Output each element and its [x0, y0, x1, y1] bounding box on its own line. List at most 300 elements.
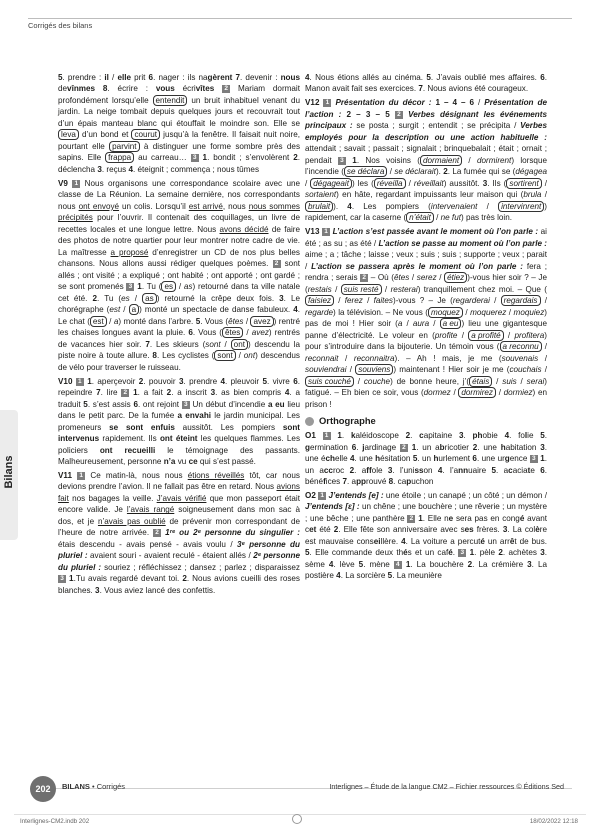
text-run: 4 [350, 454, 355, 464]
text-run: vu [175, 456, 189, 466]
exercise-number: 1 [77, 472, 85, 480]
text-run: 3ᵉ personne du pluriel : [58, 539, 300, 561]
text-run: un bruit inhabituel venant du jardin. La neige tombait depuis quelques jours et recouvrait tout d’un épais manteau blanc qui étouffait le moindre son. Elle se [58, 95, 300, 128]
boxed-answer: n’était [406, 212, 434, 223]
text-run: V13 [305, 227, 320, 237]
text-run [316, 431, 323, 440]
text-run: avions fait [58, 482, 300, 503]
text-run: / [106, 316, 114, 326]
text-run: . reçus [101, 164, 129, 174]
text-run: b [439, 442, 445, 452]
text-run: ésitation [380, 454, 413, 464]
slug-date: 18/02/2022 12:18 [529, 818, 578, 825]
text-run: prit [131, 73, 149, 82]
text-run: 3 [458, 431, 464, 441]
text-run: 3 [210, 388, 216, 398]
text-run: reconnait [305, 353, 339, 363]
text-run: . Les pompiers ( [351, 201, 431, 211]
text-run: couchais [509, 365, 542, 375]
exercise-number: 1 [323, 99, 331, 107]
text-run: é [480, 536, 485, 546]
text-run: l [524, 431, 528, 441]
text-run: 3 [387, 465, 393, 475]
text-run: 2 [443, 167, 448, 177]
text-run: brula [523, 190, 542, 200]
text-run: 1 [540, 454, 545, 464]
text-run: Présentation du décor : [335, 98, 432, 108]
text-run: ) tranquillement chez moi. – Que ( [417, 284, 547, 294]
footer-section: BILANS • Corrigés [62, 782, 126, 791]
boxed-answer: sont [214, 350, 235, 361]
text-run: d’enregistrer un CD de nos plus belles chansons. Nous allons aussi rédiger quelques poèmes. [58, 247, 300, 269]
text-run: ff [366, 465, 372, 475]
exercise-number: 2 [222, 85, 230, 93]
text-run: . lève [333, 559, 359, 569]
exercise-number: 3 [126, 283, 134, 291]
text-run: L’action s’est passée avant le moment où l’on parle : [332, 227, 539, 237]
text-run: . prendre [183, 376, 221, 386]
text-run: attendait ; savait ; passait ; signalait ; brinquebalait ; était ; ornait ; pendait [305, 144, 547, 165]
text-run: . Manon avait fait ses exercices. [305, 73, 547, 94]
text-run: . éteignit ; commença ; nous tûmes [133, 164, 260, 174]
text-run: 4 [336, 571, 341, 581]
text-run: / [338, 353, 354, 363]
boxed-answer: entendit [153, 95, 188, 106]
text-run: . un a [305, 454, 547, 475]
text-run: 2 [498, 548, 503, 558]
text-run: t de bus. [514, 536, 548, 546]
text-run: 4 [293, 305, 298, 315]
text-run: nous sommes précipités [58, 201, 300, 223]
text-run: 5 [83, 399, 88, 409]
text-run: . l’a [442, 465, 459, 475]
text-run: . vivre [267, 376, 294, 386]
text-run: avaient souri - avaient reculé - étaient allés / [87, 551, 254, 561]
text-run: ) pas très loin. [460, 213, 513, 223]
text-run: Ce matin-là, nous nous [85, 470, 188, 480]
text-run: / [496, 388, 504, 398]
text-run: 8 [388, 476, 394, 486]
exercise-number: 3 [458, 549, 466, 557]
text-run: souviendrai [305, 365, 347, 375]
text-run: / [429, 319, 440, 329]
text-run: / [433, 213, 441, 223]
text-run: L’action se passe au moment où l’on parle : [378, 238, 547, 248]
text-run: ) lieu une gigantesque panne d’électricité. Le voleur en ( [305, 319, 547, 340]
text-run: soigneusement dans mon sac à dos, et je [58, 505, 301, 526]
footer-credit: Interlignes – Étude de la langue CM2 – Fichier ressources © Éditions Sed [329, 782, 564, 791]
text-run: / [541, 342, 548, 352]
text-run: . Nous étions allés au cinéma. [309, 73, 427, 82]
text-run: / [457, 330, 469, 340]
text-run: sera pas en cong [453, 513, 520, 523]
text-run: . a inscrit [171, 388, 211, 398]
text-run: ricotier [444, 442, 473, 452]
paragraph [305, 226, 547, 410]
boxed-answer: as [142, 293, 157, 304]
text-run: e [448, 513, 454, 523]
text-run: . écrire : [107, 84, 156, 94]
text-run: . l’uni [392, 465, 415, 475]
text-run: sont allés ; ont visité ; a expliqué ; ont habité ; ont apporté ; ont gardé ; se sont promenés [58, 259, 300, 292]
text-run: – Où ( [368, 273, 394, 283]
text-run: ermination [309, 442, 352, 452]
text-run: ch [325, 454, 335, 464]
text-run: de [58, 84, 68, 94]
text-run: / [492, 376, 503, 386]
text-run: ferez [344, 296, 363, 306]
text-run: j [362, 442, 365, 452]
text-run: 6 [133, 399, 138, 409]
text-run: 1 [69, 574, 74, 584]
boxed-answer: frappa [105, 152, 134, 163]
text-run: O2 [305, 490, 316, 500]
text-run: . ont rejoint [137, 399, 182, 409]
text-run: moquiez [513, 307, 545, 317]
text-run: ) de bonne heure, j’( [390, 376, 470, 386]
text-run: 1 – 4 – 6 [435, 98, 475, 108]
text-run: V10 [58, 376, 73, 386]
text-run: / [243, 316, 251, 326]
text-run: ) en prison ! [305, 388, 547, 409]
text-run: 6 [540, 73, 545, 82]
text-run: a [397, 319, 403, 329]
boxed-answer: leva [58, 129, 79, 140]
boxed-answer: a reconnu [500, 341, 542, 352]
boxed-answer: faisiez [305, 295, 334, 306]
text-run: / [436, 273, 445, 283]
text-run: . La meunière [392, 571, 442, 581]
text-run: un colis. Lorsqu’il [119, 201, 189, 211]
text-run: ) rapidement, car la caserne ( [305, 201, 547, 223]
text-run: / [541, 365, 548, 375]
text-run: a proposé [110, 247, 149, 257]
boxed-answer: intervinrent [498, 201, 544, 212]
text-run: 1 [202, 153, 208, 163]
text-run: . [341, 431, 351, 441]
text-run: c [419, 431, 424, 441]
text-run: ) fatigué. – Eh bien ce soir, vous ( [305, 376, 547, 398]
text-run: ). – Ah ! mais, je me ( [394, 353, 502, 363]
text-run: regarde [305, 307, 334, 317]
running-header: Corrigés des bilans [28, 21, 93, 30]
text-run: / [334, 296, 345, 306]
text-run: aura [412, 319, 430, 329]
text-run: ) retourné la crêpe deux fois. [156, 293, 280, 303]
text-run: 7 [145, 339, 150, 349]
exercise-number: 2 [407, 515, 415, 523]
text-run: ) monté un spectacle de danse fabuleux. [139, 305, 294, 315]
text-run: dégagea [515, 167, 548, 177]
text-run: 1 [469, 548, 475, 558]
text-run: 2 [467, 559, 473, 569]
text-run: écri [174, 84, 196, 94]
text-run: uaire [468, 465, 492, 475]
text-run: 6 [540, 465, 545, 475]
text-run: rouvé [366, 476, 389, 486]
boxed-answer: suis couché [305, 376, 354, 387]
boxed-answer: brulait [305, 201, 333, 212]
text-run: / [503, 330, 515, 340]
paragraph [58, 376, 300, 468]
text-run: llère. [380, 536, 402, 546]
text-run: on [423, 465, 438, 475]
exercise-number: 3 [191, 154, 199, 162]
text-run: dormirent [477, 155, 512, 165]
text-run: . ca [393, 476, 407, 486]
boxed-answer: a profité [468, 330, 503, 341]
text-run: / [462, 307, 471, 317]
text-run: . Nos voisins ( [356, 155, 420, 165]
text-run: . une ur [476, 454, 505, 464]
text-run: 4 [347, 201, 352, 211]
text-run: / [506, 307, 514, 317]
text-run: . Vous ( [192, 328, 223, 338]
text-run: qui s’est passé. [197, 456, 256, 466]
text-run: ne fut [440, 213, 461, 223]
text-run: . Elle fête son anniversaire avec s [338, 525, 465, 535]
text-run: . [410, 431, 420, 441]
text-run: . devenir : [240, 73, 281, 82]
text-run: J’entends [e] : [328, 490, 384, 500]
text-run: restais [307, 284, 332, 294]
text-run: . Elle n [422, 513, 449, 523]
boxed-answer: dormaient [420, 155, 462, 166]
text-run: . béné [305, 465, 547, 486]
text-run: . [463, 431, 473, 441]
text-run: 7 [342, 476, 348, 486]
text-run: . [544, 431, 548, 441]
text-run: 2ᵉ personne du pluriel : [58, 551, 300, 572]
text-run: suis [502, 376, 517, 386]
text-run: 2 – 3 – 5 [346, 109, 390, 119]
text-run: 2 [405, 431, 411, 441]
text-run: é [448, 548, 453, 558]
text-run: . La fumée qui se ( [447, 167, 516, 177]
text-run: . lire [100, 388, 122, 398]
boxed-answer: dégageait [310, 178, 352, 189]
text-run: avons décidé [219, 224, 269, 234]
text-run: ) rentré les chaises longues avant la pluie. [58, 316, 300, 338]
boxed-answer: étais [469, 376, 492, 387]
text-run: é [519, 513, 525, 523]
text-run: 6 [188, 328, 193, 338]
text-run: 6 [472, 454, 477, 464]
text-run: 6 [293, 376, 298, 386]
text-run: ) retourné dans ta ville natale cet été. [58, 282, 301, 303]
text-run: / [331, 284, 341, 294]
text-run: est [109, 305, 121, 315]
exercise-number: 3 [58, 575, 66, 583]
text-run: . Vous aviez lancé des confettis. [99, 585, 216, 595]
text-run: J’entends [ɛ] : [305, 502, 360, 512]
text-run: ). [333, 201, 348, 211]
text-run: f [323, 476, 326, 486]
text-run: . a [347, 476, 357, 486]
text-run: . prendre : [62, 73, 105, 82]
boxed-answer: regardais [501, 295, 541, 306]
text-run: . [452, 548, 459, 558]
text-run: O1 [305, 431, 316, 441]
right-column [305, 72, 547, 584]
text-run: g [305, 442, 310, 452]
text-run: / [353, 376, 364, 386]
text-run: . pèle [474, 548, 499, 558]
text-run: ) les ( [351, 178, 374, 188]
text-run: . Vous ( [200, 316, 229, 326]
footer-section-title: BILANS [62, 782, 90, 791]
text-run: couche [363, 376, 391, 386]
text-run: 2 [472, 442, 478, 452]
paragraph [305, 490, 547, 582]
registration-mark-icon [292, 814, 302, 824]
text-run: ) maintenant ! Hier soir je me ( [393, 365, 510, 375]
text-run: 1 [411, 442, 417, 452]
section-heading-orthographe [305, 415, 547, 427]
text-run: / [120, 305, 129, 315]
text-run: 1 [133, 388, 138, 398]
text-run: abitation [505, 442, 541, 452]
text-run: 5 [195, 316, 201, 326]
text-run: J’avais vérifié [156, 493, 207, 503]
text-run: le témoignage des passants. Malheureusement, personne [58, 445, 300, 466]
text-run: Verbes désignant les événements principaux : [305, 109, 547, 131]
text-run: 6 [148, 73, 154, 82]
text-run: 5 [540, 431, 545, 441]
text-run: / [405, 178, 414, 188]
text-run: L’action se passera après le moment où l’on parle : [311, 261, 523, 271]
text-run: / [474, 98, 485, 108]
text-run: avant c [305, 513, 548, 535]
text-run: t [527, 465, 531, 475]
text-run: . Elle commande deux th [309, 548, 404, 558]
text-run: le jardin municipal. Les promeneurs [58, 411, 300, 432]
text-run: 4 [437, 465, 443, 475]
text-run: . La sorcière [340, 571, 388, 581]
text-run: / [108, 73, 118, 82]
text-run: / [541, 190, 548, 200]
text-run: 1 [137, 282, 142, 292]
text-run: serai [526, 376, 545, 386]
text-run: . Tu ( [97, 293, 122, 303]
text-run: 1 [405, 559, 411, 569]
boxed-answer: parvint [109, 141, 139, 152]
text-run: . Nous avions été courageux. [422, 84, 529, 94]
text-run: / [381, 284, 391, 294]
text-run: une étoile ; un canapé ; un côté ; un démon / [383, 490, 547, 500]
side-tab-label: Bilans [3, 455, 15, 489]
text-run: 4 [504, 431, 510, 441]
text-run: sont [205, 339, 221, 349]
text-run: 5 [358, 559, 364, 569]
text-run: es [121, 293, 130, 303]
text-run: . une é [305, 442, 547, 464]
text-run: a envahi [177, 411, 212, 421]
text-run: . une [354, 454, 376, 464]
exercise-number: 2 [153, 529, 161, 537]
text-run: resterai [390, 284, 418, 294]
boxed-answer: moquez [428, 307, 463, 318]
text-run: de prévenir mon correspondant de l’heure de notre arrivée. [58, 516, 301, 538]
text-run: . fo [509, 431, 525, 441]
text-run: ) descendu la piste noire à toute allure. [58, 339, 300, 361]
text-run: intervenaient [430, 201, 478, 211]
boxed-answer: suis resté [341, 284, 382, 295]
text-run: ont envoyé [78, 201, 120, 211]
text-run: . s’est assis [87, 399, 134, 409]
text-run: ph [472, 431, 483, 441]
text-run: )-vous hier soir ? – Je ( [305, 273, 547, 294]
boxed-answer: souviens [355, 364, 393, 375]
text-run: . J’avais oublié mes affaires. [430, 73, 541, 82]
text-run: . La col [507, 525, 536, 535]
text-run: ) rentrés de vacances hier soir. [58, 328, 300, 349]
text-run: 2 [182, 574, 187, 584]
text-run: e [530, 465, 541, 475]
text-run: elle [117, 73, 131, 82]
text-run: 5 [305, 548, 310, 558]
text-run: au carreau… [134, 153, 191, 163]
exercise-number: 2 [273, 260, 281, 268]
text-run: 3 [527, 559, 532, 569]
text-run: . a traduit [58, 388, 301, 409]
text-run: que mon passeport était encore valide. Je [58, 493, 300, 515]
text-run: vînmes [67, 84, 96, 94]
boxed-answer: a [129, 304, 140, 315]
text-run: pp [356, 476, 367, 486]
boxed-answer: es [161, 281, 176, 292]
text-run: / [541, 178, 548, 188]
boxed-answer: est [90, 316, 107, 327]
text-run: nos bagages la veille. [68, 493, 157, 503]
text-run: ) aussitôt. [443, 178, 483, 188]
text-run: fera ; rendra ; serais [305, 261, 548, 283]
text-run: . bondit ; s’envolèrent [207, 153, 294, 163]
exercise-number: 3 [338, 157, 346, 165]
exercise-number: 2 [395, 111, 403, 119]
text-run: / [387, 167, 395, 177]
text-run: 4 [401, 536, 406, 546]
text-run: 3 [178, 376, 184, 386]
text-run: rapidement. Ils [99, 434, 160, 444]
text-run: apitaine [423, 431, 459, 441]
text-run: / [409, 273, 417, 283]
text-run: ce [188, 456, 198, 466]
text-run: ss [414, 465, 424, 475]
text-run: ) descendus de vélo pour traverser le ruisseau. [58, 351, 300, 372]
text-run: 3 [97, 164, 102, 174]
text-run: é [403, 548, 408, 558]
exercise-number: 2 [121, 389, 129, 397]
text-run: 6 [351, 442, 357, 452]
text-run: aime ; a ; tâche ; laisse ; veux ; suis ; suis ; supporte ; veux ; parait / [305, 250, 547, 271]
text-run: 3 [502, 525, 508, 535]
text-run: V12 [305, 98, 320, 108]
text-run: ont [243, 351, 256, 361]
text-run: il [104, 73, 109, 82]
text-run: 7 [418, 84, 423, 94]
text-run: k [350, 431, 356, 441]
text-run: . as bien compris [215, 388, 285, 398]
text-run: nn [458, 465, 469, 475]
text-run: / [243, 328, 252, 338]
text-run: , nous [222, 201, 249, 211]
text-run: 3 [482, 178, 488, 188]
text-run: / [402, 319, 413, 329]
text-run: Un début d’incendie [189, 399, 268, 409]
text-run: . a [354, 465, 367, 475]
text-run: h [500, 442, 506, 452]
